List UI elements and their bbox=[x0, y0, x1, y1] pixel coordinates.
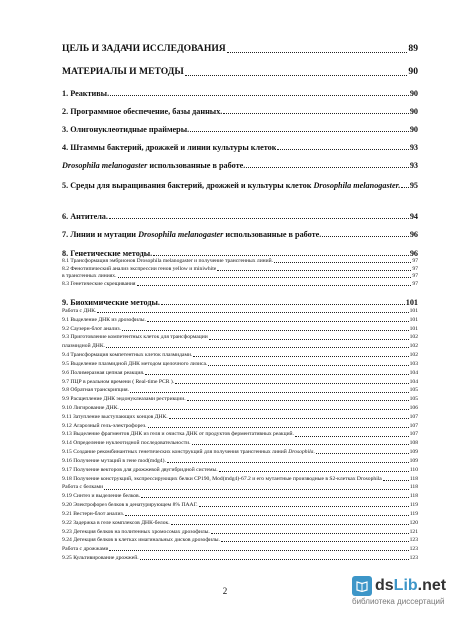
toc-subentry-title bbox=[62, 458, 166, 464]
brand-part-accent: Lib bbox=[393, 577, 418, 594]
toc-subentry bbox=[62, 476, 418, 482]
toc-subentry-page: 123 bbox=[409, 537, 418, 544]
toc-entry-goals bbox=[62, 44, 418, 55]
toc-entry-biochem-methods bbox=[62, 298, 418, 307]
toc-page: 101 bbox=[405, 298, 418, 307]
dot-leader bbox=[274, 262, 411, 263]
dot-leader bbox=[106, 347, 409, 348]
toc-subentry-title bbox=[62, 266, 216, 272]
toc-subentry-text: Работа с ДНК. bbox=[62, 308, 97, 314]
toc-title: 4. Штаммы бактерий, дрожжей и линии культуры клеток bbox=[62, 143, 277, 152]
dot-leader bbox=[295, 436, 409, 437]
toc-subentry-text: 9.15 Создание рекомбинантных генетических конструкций для получения трансгенных линий bbox=[62, 449, 289, 456]
toc-subentry-title bbox=[62, 308, 96, 314]
toc-subentry-title bbox=[62, 555, 139, 561]
toc-subentry bbox=[62, 529, 418, 535]
toc-subentry-text: 9.8 Обратная транскрипция. bbox=[62, 387, 130, 394]
toc-subentry-title bbox=[62, 520, 170, 526]
toc-subentry-text: 9.23 Детекция белков на политенных хромосомах дрозофилы. bbox=[62, 528, 210, 535]
toc-subentry-text: 9.17 Получение векторов для дрожжевой двугибридной системы. bbox=[62, 466, 218, 473]
toc-subentry-page: 108 bbox=[409, 440, 418, 447]
species-name: Drosophila melanogaster bbox=[62, 161, 148, 170]
toc-subentry-page: 107 bbox=[409, 413, 418, 420]
toc-subentry-text: 9.16 Получение мутаций в гене mod(mdg4). bbox=[62, 457, 166, 464]
brand-part: .net bbox=[417, 577, 447, 594]
toc-page: 90 bbox=[409, 107, 418, 116]
dot-leader bbox=[125, 515, 409, 516]
toc-subentry-text: 9.3 Приготовление компетентных клеток для трансформации bbox=[62, 334, 208, 341]
species-name: Drosophila melanogaster. bbox=[313, 181, 401, 190]
book-icon bbox=[352, 576, 372, 596]
dot-leader bbox=[161, 304, 405, 305]
toc-subentry-title bbox=[62, 529, 210, 535]
toc-subentry bbox=[62, 326, 418, 332]
toc-subentry-title bbox=[62, 546, 108, 552]
toc-subentry bbox=[62, 308, 418, 314]
toc-subentry-page: 101 bbox=[409, 316, 418, 323]
dot-leader bbox=[246, 167, 409, 168]
dot-leader bbox=[227, 52, 408, 53]
toc-title bbox=[62, 181, 400, 190]
toc-subentry-page: 118 bbox=[409, 493, 418, 500]
toc-subentry-text: в трансгенных линиях. bbox=[62, 273, 117, 280]
toc-subentry bbox=[62, 317, 418, 323]
dot-leader bbox=[141, 497, 409, 498]
toc-subentry-page: 101 bbox=[409, 308, 418, 314]
toc-subentry bbox=[62, 273, 418, 279]
toc-subentry-page: 119 bbox=[409, 510, 418, 517]
toc-subentry bbox=[62, 467, 418, 473]
toc-subentry-title bbox=[62, 449, 315, 455]
toc-subentry-text: 8.2 Фенотипический анализ экспрессии генов yellow и miniwhite bbox=[62, 265, 217, 272]
toc-entry-antibodies bbox=[62, 212, 418, 221]
toc-entry-strains bbox=[62, 143, 418, 152]
dot-leader bbox=[190, 131, 409, 132]
toc-title-rest: использованные в работе. bbox=[223, 230, 322, 239]
toc-subentry-page: 97 bbox=[412, 258, 418, 264]
dot-leader bbox=[185, 75, 408, 76]
toc-subentry-title bbox=[62, 370, 144, 376]
toc-subentry bbox=[62, 361, 418, 367]
toc-subentry-title bbox=[62, 343, 105, 349]
toc-subentry-title bbox=[62, 440, 191, 446]
toc-subentry-text: 9.9 Расщепление ДНК эндонуклеазами рестрикции. bbox=[62, 396, 186, 403]
toc-subentry-page: 104 bbox=[409, 378, 418, 385]
dot-leader bbox=[120, 409, 409, 410]
species-name: Drosophila. bbox=[288, 449, 315, 456]
toc-page: 96 bbox=[409, 230, 418, 239]
toc-subentry bbox=[62, 370, 418, 376]
toc-subentry-text: 9.18 Получение конструкций, экспрессирующих белки CP190, Mod(mdg4)-67.2 и его мутантные производные в S2-клетках Drosophila bbox=[62, 475, 382, 482]
toc-subentry-title bbox=[62, 493, 140, 499]
toc-subentry-page: 97 bbox=[412, 265, 418, 272]
toc-entry-genetic-methods bbox=[62, 249, 418, 258]
toc-subentry-page: 101 bbox=[409, 325, 418, 332]
toc-subentry-title bbox=[62, 379, 174, 385]
toc-subentry-text: 8.3 Генетические скрещивания bbox=[62, 280, 136, 287]
toc-subentry bbox=[62, 352, 418, 358]
dot-leader bbox=[199, 506, 409, 507]
dot-leader bbox=[219, 471, 409, 472]
toc-subentry-page: 105 bbox=[409, 387, 418, 394]
toc-subentry-title bbox=[62, 334, 208, 340]
dot-leader bbox=[171, 524, 409, 525]
toc-subentry-page: 102 bbox=[409, 343, 418, 350]
toc-subentry bbox=[62, 258, 418, 264]
toc-subentry-title bbox=[62, 502, 198, 508]
brand-part: ds bbox=[375, 577, 394, 594]
toc-page: 90 bbox=[409, 89, 418, 98]
dot-leader bbox=[221, 541, 409, 542]
toc-subentry-page: 119 bbox=[409, 502, 418, 509]
toc-title: 2. Программное обеспечение, базы данных. bbox=[62, 107, 223, 116]
toc-subentry-page: 103 bbox=[409, 360, 418, 367]
toc-subentry-page: 102 bbox=[409, 334, 418, 341]
toc-entry-media bbox=[62, 181, 418, 190]
toc-subentry bbox=[62, 343, 418, 349]
toc-page: 95 bbox=[409, 181, 418, 190]
dot-leader bbox=[153, 255, 409, 256]
toc-subentry-page: 104 bbox=[409, 369, 418, 376]
dot-leader bbox=[109, 218, 409, 219]
toc-subentry-text: 9.1 Выделение ДНК из дрозофилы. bbox=[62, 316, 146, 323]
toc-subentry bbox=[62, 502, 418, 508]
toc-subentry bbox=[62, 511, 418, 517]
toc-subentry bbox=[62, 449, 418, 455]
toc-subentry bbox=[62, 266, 418, 272]
toc-subentry-text: Работа с белками bbox=[62, 484, 104, 491]
toc-subentry-text: 9.6 Полимеразная цепная реакция. bbox=[62, 369, 145, 376]
toc-subentry bbox=[62, 546, 418, 552]
toc-subentry-page: 118 bbox=[409, 475, 418, 482]
page-number: 2 bbox=[222, 586, 228, 596]
toc-title-main: 7. Линии и мутации bbox=[62, 230, 139, 239]
toc-title: ЦЕЛЬ И ЗАДАЧИ ИССЛЕДОВАНИЯ bbox=[62, 44, 226, 54]
toc-entry-primers bbox=[62, 125, 418, 134]
dslib-watermark bbox=[352, 576, 448, 616]
toc-subentry bbox=[62, 396, 418, 402]
toc-subentry-title bbox=[62, 414, 168, 420]
toc-subentry-page: 107 bbox=[409, 431, 418, 438]
toc-subentry-title bbox=[62, 511, 124, 517]
toc-title-rest: использованные в работе. bbox=[147, 161, 246, 170]
toc-entry-drosophila-used bbox=[62, 161, 418, 170]
toc-subentry-text: 9.20 Электрофорез белков в денатурирующем 8% ПААГ. bbox=[62, 502, 198, 509]
dot-leader bbox=[167, 462, 409, 463]
dot-leader bbox=[316, 453, 409, 454]
toc-subentry bbox=[62, 334, 418, 340]
toc-subentry-page: 120 bbox=[409, 519, 418, 526]
toc-subentry bbox=[62, 520, 418, 526]
toc-subentry-text: плазмидной ДНК. bbox=[62, 343, 105, 350]
toc-subentry-page: 123 bbox=[409, 546, 418, 553]
toc-subentry-text: 9.11 Затупление выступающих концов ДНК. bbox=[62, 413, 168, 420]
dot-leader bbox=[193, 356, 408, 357]
toc-subentry bbox=[62, 458, 418, 464]
dot-leader bbox=[109, 550, 408, 551]
toc-subentry-page: 110 bbox=[409, 466, 418, 473]
toc-subentry bbox=[62, 493, 418, 499]
toc-subentry-title bbox=[62, 352, 192, 358]
toc-subentry-page: 118 bbox=[409, 484, 418, 491]
toc-page: 90 bbox=[408, 66, 418, 77]
dot-leader bbox=[217, 270, 411, 271]
toc-subentry-title bbox=[62, 484, 103, 490]
toc-subentry-text: 9.24 Детекция белков в клетках имагинальных дисков дрозофилы. bbox=[62, 537, 220, 544]
toc-subentry-text: 9.10 Лигирование ДНК. bbox=[62, 405, 119, 412]
toc-subentry-title bbox=[62, 476, 382, 482]
toc-subentry bbox=[62, 379, 418, 385]
species-name: Drosophila melanogaster bbox=[138, 230, 224, 239]
toc-page: 93 bbox=[409, 161, 418, 170]
toc-subentry-title bbox=[62, 326, 121, 332]
toc-subentry bbox=[62, 440, 418, 446]
dot-leader bbox=[209, 339, 409, 340]
toc-subentry-title bbox=[62, 258, 273, 264]
dot-leader bbox=[211, 533, 409, 534]
dot-leader bbox=[147, 321, 409, 322]
toc-subentry-text: 9.5 Выделение плазмидной ДНК методом щелочного лизиса. bbox=[62, 360, 208, 367]
toc-subentry bbox=[62, 537, 418, 543]
toc-subentry-page: 123 bbox=[409, 554, 418, 561]
toc-subentry-text: 9.2 Саузерн-блот анализ. bbox=[62, 325, 121, 332]
toc-subentry bbox=[62, 431, 418, 437]
toc-subentry-text: 9.4 Трансформация компетентных клеток плазмидами. bbox=[62, 352, 193, 359]
toc-subentry-title bbox=[62, 431, 294, 437]
toc-entry-lines bbox=[62, 230, 418, 239]
dot-leader bbox=[277, 149, 408, 150]
dot-leader bbox=[148, 427, 409, 428]
toc-title: 8. Генетические методы. bbox=[62, 249, 153, 258]
dot-leader bbox=[145, 374, 408, 375]
toc-subentry-text: 9.25 Культивирование дрожжей. bbox=[62, 554, 139, 561]
toc-title: 1. Реактивы. bbox=[62, 89, 110, 98]
dot-leader bbox=[175, 383, 408, 384]
toc-subentry-title bbox=[62, 281, 136, 287]
toc-subentry-page: 106 bbox=[409, 405, 418, 412]
toc-page: 93 bbox=[409, 143, 418, 152]
toc-title: МАТЕРИАЛЫ И МЕТОДЫ bbox=[62, 67, 184, 77]
toc-page: 96 bbox=[409, 249, 418, 258]
toc-subentry-text: Работа с дрожжами bbox=[62, 546, 109, 553]
toc-subentry-text: 9.14 Определение нуклеотидной последовательности. bbox=[62, 440, 191, 447]
dot-leader bbox=[118, 277, 412, 278]
toc-subentry bbox=[62, 423, 418, 429]
toc-subentry bbox=[62, 281, 418, 287]
dot-leader bbox=[122, 330, 409, 331]
dot-leader bbox=[130, 392, 409, 393]
toc-subentry bbox=[62, 387, 418, 393]
toc-subentry-page: 97 bbox=[412, 273, 418, 280]
toc-subentry-page: 109 bbox=[409, 457, 418, 464]
toc-entry-reagents bbox=[62, 89, 418, 98]
toc-subentry-title bbox=[62, 467, 218, 473]
dot-leader bbox=[140, 559, 409, 560]
toc-subentry-page: 109 bbox=[409, 449, 418, 456]
toc-page: 89 bbox=[408, 43, 418, 54]
toc-subentry bbox=[62, 484, 418, 490]
toc-subentry-page: 121 bbox=[409, 528, 418, 535]
toc-entry-software bbox=[62, 107, 418, 116]
toc-subentry-page: 102 bbox=[409, 352, 418, 359]
toc-subentry-page: 105 bbox=[409, 396, 418, 403]
toc-title: 9. Биохимические методы. bbox=[62, 298, 160, 307]
watermark-tagline: библиотека диссертаций bbox=[352, 597, 445, 606]
toc-subentry-page: 107 bbox=[409, 422, 418, 429]
toc-subentry-text: 9.7 ПЦР в реальном времени ( Real-time PCR ). bbox=[62, 378, 175, 385]
toc-subentry-text: 9.12 Агарозный гель-электрофорез. bbox=[62, 422, 147, 429]
toc-title bbox=[62, 230, 321, 239]
dot-leader bbox=[322, 236, 408, 237]
toc-subentry-title bbox=[62, 387, 129, 393]
toc-subentry-text: 9.22 Задержка в геле комплексов ДНК-белок. bbox=[62, 519, 170, 526]
dot-leader bbox=[401, 187, 408, 188]
toc-title bbox=[62, 161, 245, 170]
toc-page: 90 bbox=[409, 125, 418, 134]
toc-subentry-title bbox=[62, 423, 147, 429]
toc-subentry-title bbox=[62, 396, 186, 402]
toc-subentry-text: 9.13 Выделение фрагментов ДНК из геля и очистка ДНК от продуктов ферментативных реакций. bbox=[62, 431, 294, 438]
dot-leader bbox=[383, 480, 409, 481]
dot-leader bbox=[169, 418, 409, 419]
toc-subentry bbox=[62, 414, 418, 420]
toc-subentry-title bbox=[62, 273, 117, 279]
toc-subentry-title bbox=[62, 317, 146, 323]
dot-leader bbox=[97, 312, 408, 313]
toc-subentry bbox=[62, 405, 418, 411]
toc-subentry-text: 9.21 Вестерн-блот анализ. bbox=[62, 510, 125, 517]
toc-subentry-title bbox=[62, 361, 207, 367]
dot-leader bbox=[208, 365, 408, 366]
toc-title: 3. Олигонуклеотидные праймеры. bbox=[62, 125, 190, 134]
dot-leader bbox=[223, 113, 408, 114]
toc-subentry-text: 9.19 Синтез и выделение белков. bbox=[62, 493, 141, 500]
toc-subentry bbox=[62, 555, 418, 561]
toc-title: 6. Антитела. bbox=[62, 212, 108, 221]
toc-subentry-page: 97 bbox=[412, 280, 418, 287]
toc-subentry-title bbox=[62, 405, 119, 411]
watermark-brand bbox=[375, 577, 446, 595]
toc-subentry-title bbox=[62, 537, 220, 543]
toc-entry-materials bbox=[62, 67, 418, 78]
toc-subentry-text: 8.1 Трансформация эмбрионов Drosophila melanogaster и получение трансгенных линий. bbox=[62, 258, 274, 264]
toc-title-main: 5. Среды для выращивания бактерий, дрожжей и культуры клеток bbox=[62, 181, 314, 190]
toc-page: 94 bbox=[409, 212, 418, 221]
dot-leader bbox=[137, 285, 412, 286]
dot-leader bbox=[104, 489, 409, 490]
dot-leader bbox=[187, 400, 409, 401]
dot-leader bbox=[110, 95, 409, 96]
dot-leader bbox=[192, 444, 409, 445]
